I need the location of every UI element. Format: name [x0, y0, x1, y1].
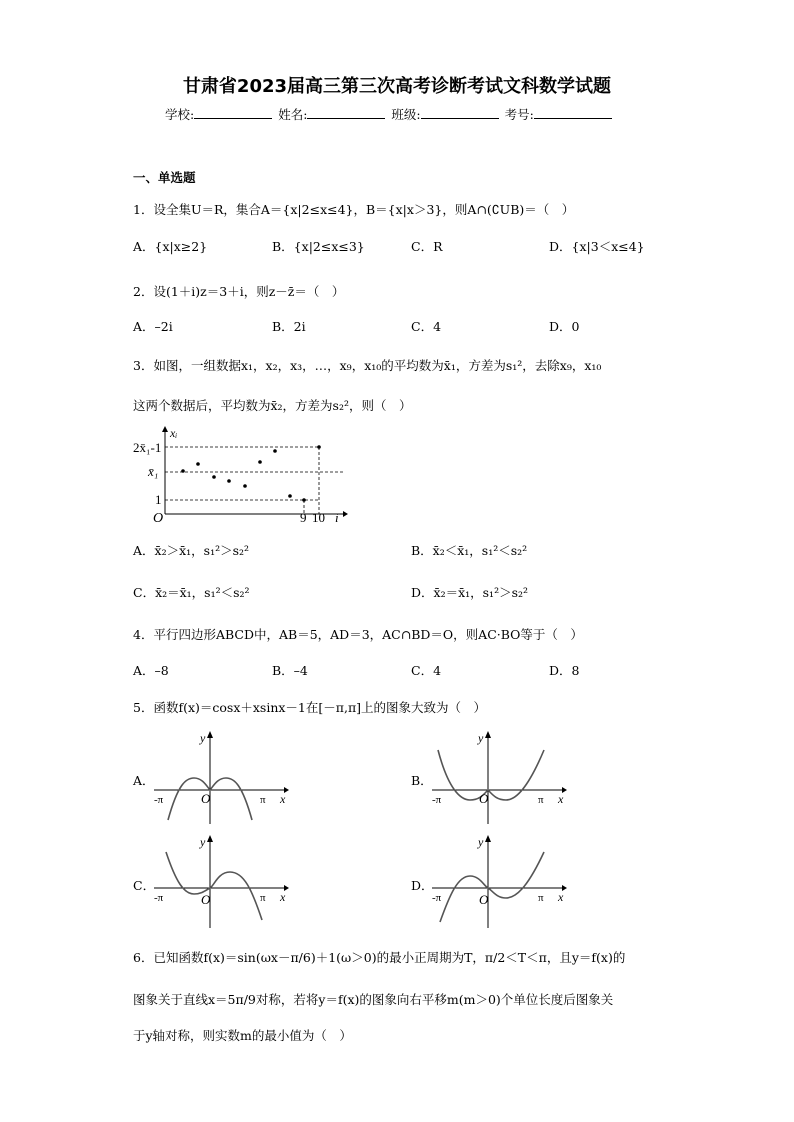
q2-option-b: B．2i [272, 319, 306, 334]
graph-d-y-arrow [485, 835, 491, 842]
graph-c-y-arrow [207, 835, 213, 842]
page-title: 甘肃省2023届高三第三次高考诊断考试文科数学试题 [182, 76, 612, 97]
q3-label-x1: x̄₁ [148, 464, 159, 479]
q4-option-a: A．–8 [133, 663, 169, 678]
q4-option-b: B．–4 [272, 663, 308, 678]
q5-graph-b [426, 728, 568, 824]
q3-label-9: 9 [300, 510, 307, 524]
q3-point-6 [258, 460, 262, 464]
graph-d-neg-pi: -π [432, 892, 442, 904]
q2-option-c: C．4 [411, 319, 442, 334]
graph-b-y-label: y [478, 731, 484, 745]
q2-option-a: A．–2i [133, 319, 173, 334]
info-line [165, 105, 612, 123]
q3-label-10: 10 [312, 510, 325, 524]
q1-option-d: D．{x|3＜x≤4} [549, 239, 645, 254]
q3-point-7 [273, 449, 277, 453]
q3-label-origin: O [153, 511, 164, 524]
q6-line1: 6．已知函数f(x)＝sin(ωx－π/6)＋1(ω＞0)的最小正周期为T，π/2＜T＜π，且y＝f(x)的 [133, 950, 626, 965]
q3-point-2 [196, 462, 200, 466]
number-label: 考号: [504, 107, 534, 122]
q3-stem-line1: 3．如图，一组数据x₁，x₂，x₃，…，x₉，x₁₀的平均数为x̄₁，方差为s₁²，去除x₉，x₁₀ [133, 358, 602, 373]
graph-b-origin: O [479, 791, 489, 806]
q3-scatter-figure [133, 424, 348, 524]
q3-option-c: C．x̄₂＝x̄₁，s₁²＜s₂² [133, 585, 250, 600]
graph-a-x-label: x [280, 792, 286, 806]
graph-d-pi: π [538, 892, 544, 904]
graph-c-neg-pi: -π [154, 892, 164, 904]
q3-stem-line2: 这两个数据后，平均数为x̄₂，方差为s₂²，则（ ） [133, 398, 412, 413]
q3-option-a: A．x̄₂＞x̄₁，s₁²＞s₂² [133, 543, 250, 558]
q3-point-5 [243, 484, 247, 488]
name-blank [307, 106, 385, 119]
graph-a-neg-pi: -π [154, 794, 164, 806]
graph-c-y-label: y [200, 835, 206, 849]
graph-d-y-label: y [478, 835, 484, 849]
q3-point-1 [181, 469, 185, 473]
section-heading: 一、单选题 [133, 170, 196, 185]
q1-stem: 1．设全集U＝R，集合A＝{x|2≤x≤4}，B＝{x|x＞3}，则A∩(∁UB)＝（ ） [133, 202, 575, 217]
graph-a-y-arrow [207, 731, 213, 738]
q3-point-8 [288, 494, 292, 498]
q3-label-xi: xᵢ [170, 426, 178, 440]
q1-option-b: B．{x|2≤x≤3} [272, 239, 365, 254]
q3-option-d: D．x̄₂＝x̄₁，s₁²＞s₂² [411, 585, 529, 600]
q5-graph-d [426, 832, 568, 928]
graph-d-x-label: x [558, 890, 564, 904]
q2-stem: 2．设(1＋i)z＝3＋i，则z－z̄＝（ ） [133, 284, 345, 299]
graph-d-curve [440, 852, 544, 922]
graph-c-curve [166, 852, 262, 920]
graph-b-curve [438, 750, 544, 800]
graph-b-pi: π [538, 794, 544, 806]
graph-a-pi: π [260, 794, 266, 806]
graph-b-neg-pi: -π [432, 794, 442, 806]
q6-line3: 于y轴对称，则实数m的最小值为（ ） [133, 1028, 352, 1043]
class-blank [421, 106, 499, 119]
q3-point-10 [317, 445, 321, 449]
q5-stem: 5．函数f(x)＝cosx＋xsinx－1在[－π,π]上的图象大致为（ ） [133, 700, 487, 715]
graph-b-x-label: x [558, 792, 564, 806]
name-label: 姓名: [278, 107, 308, 122]
q3-point-3 [212, 475, 216, 479]
q3-label-i: i [335, 510, 339, 524]
q5-graph-c [148, 832, 290, 928]
class-label: 班级: [391, 107, 421, 122]
q3-option-b: B．x̄₂＜x̄₁，s₁²＜s₂² [411, 543, 528, 558]
q5-option-c: C． [133, 878, 156, 893]
q4-stem: 4．平行四边形ABCD中，AB＝5，AD＝3，AC∩BD＝O，则AC·BO等于（ ） [133, 627, 583, 642]
q3-x-arrow [343, 511, 348, 517]
q3-point-4 [227, 479, 231, 483]
q5-option-d: D． [411, 878, 434, 893]
q6-line2: 图象关于直线x＝5π/9对称，若将y＝f(x)的图象向右平移m(m＞0)个单位长度后图象关 [133, 992, 614, 1007]
q3-y-arrow [162, 426, 168, 432]
q5-option-b: B． [411, 773, 433, 788]
graph-a-origin: O [201, 791, 211, 806]
q4-option-c: C．4 [411, 663, 442, 678]
q4-option-d: D．8 [549, 663, 580, 678]
graph-a-y-label: y [200, 731, 206, 745]
q5-option-a: A． [133, 773, 155, 788]
graph-c-x-label: x [280, 890, 286, 904]
graph-d-origin: O [479, 892, 489, 907]
q1-option-a: A．{x|x≥2} [133, 239, 208, 254]
school-blank [194, 106, 272, 119]
graph-c-origin: O [201, 892, 211, 907]
graph-c-pi: π [260, 892, 266, 904]
graph-b-y-arrow [485, 731, 491, 738]
school-label: 学校: [165, 107, 195, 122]
q3-point-9 [302, 498, 306, 502]
q3-label-2x1-1: 2x̄₁-1 [133, 440, 162, 455]
q1-option-c: C．R [411, 239, 443, 254]
q5-graph-a [148, 728, 290, 824]
q3-label-1: 1 [155, 492, 162, 507]
number-blank [534, 106, 612, 119]
q2-option-d: D．0 [549, 319, 580, 334]
